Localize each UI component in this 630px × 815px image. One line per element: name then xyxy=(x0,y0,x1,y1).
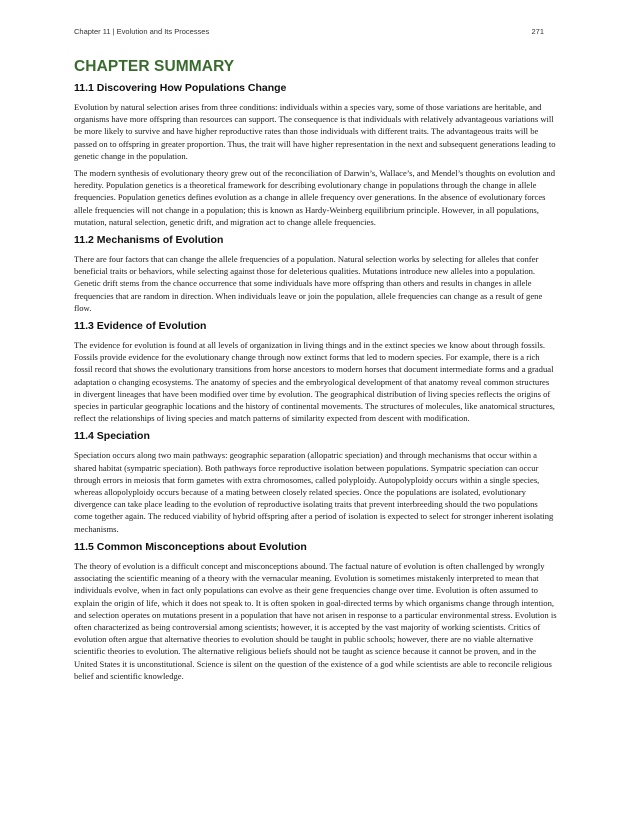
paragraph: There are four factors that can change the allele frequencies of a population. Natural selection works by selecting for alleles that confer beneficial traits or behaviors, while selecting against those for deleterious qualities. Mutations introduce new alleles into a population. Genetic drift stems from the chance occurrence that some individuals have more offspring than others and results in changes in allele frequencies that are random in direction. When individuals leave or join the population, allele frequencies can change as a result of gene flow. xyxy=(74,254,543,313)
chapter-summary-title: CHAPTER SUMMARY xyxy=(74,58,235,75)
section-11-5 xyxy=(74,541,558,682)
section-heading: 11.5 Common Misconceptions about Evolution xyxy=(74,540,307,553)
running-header xyxy=(74,27,544,36)
section-11-3 xyxy=(74,320,558,424)
section-11-1 xyxy=(74,82,558,228)
paragraph: Speciation occurs along two main pathways: geographic separation (allopatric speciation) and through mechanisms that occur within a shared habitat (sympatric speciation). Both pathways force reproductive isolation between populations. Sympatric speciation can occur through errors in meiosis that form gametes with extra chromosomes, called polyploidy. Autopolyploidy occurs within a single species, whereas allopolyploidy occurs because of a mating between closely related species. Once the populations are isolated, evolutionary divergence can take place leading to the evolution of reproductive isolating traits that prevent interbreeding should the two populations come together again. The reduced viability of hybrid offspring after a period of isolation is expected to select for stronger inherent isolating mechanisms. xyxy=(74,450,554,534)
section-heading: 11.4 Speciation xyxy=(74,430,150,443)
section-heading: 11.3 Evidence of Evolution xyxy=(74,320,207,333)
paragraph: Evolution by natural selection arises from three conditions: individuals within a species vary, some of those variations are heritable, and organisms have more offspring than resources can support. The consequence is that individuals with relatively advantageous variations will be more likely to survive and have higher reproductive rates than those individuals with different traits. The advantageous traits will be passed on to offspring in greater proportion. Thus, the trait will have higher representation in the next and subsequent generations leading to genetic change in the population. xyxy=(74,102,556,161)
section-11-2 xyxy=(74,234,558,314)
section-11-4 xyxy=(74,430,558,534)
paragraph: The theory of evolution is a difficult concept and misconceptions abound. The factual nature of evolution is often challenged by wrongly associating the scientific meaning of a theory with the vernacular meaning. Evolution is sometimes mistakenly interpreted to mean that individuals evolve, when in fact only populations can evolve as their gene frequencies change over time. Evolution is often assumed to explain the origin of life, which it does not speak to. It is often spoken in goal-directed terms by which organisms change through intention, and selection operates on mutations present in a population that have not arisen in response to a particular environmental stress. Evolution is often characterized as being controversial among scientists; however, it is accepted by the vast majority of working scientists. Critics of evolution often argue that alternative theories to evolution should be taught in public schools; however, there are no viable alternative scientific theories to evolution. The alternative religious beliefs should not be taught as science because it cannot be proven, and in the United States it is unconstitutional. Science is silent on the question of the existence of a god while scientists are able to reconcile religious belief and scientific knowledge. xyxy=(74,560,557,681)
section-heading: 11.2 Mechanisms of Evolution xyxy=(74,234,224,247)
page-content xyxy=(74,58,558,688)
page-number: 271 xyxy=(531,27,544,36)
section-heading: 11.1 Discovering How Populations Change xyxy=(74,82,287,94)
paragraph: The evidence for evolution is found at all levels of organization in living things and in the extinct species we know about through fossils. Fossils provide evidence for the evolutionary change through now extinct forms that led to modern species. For example, there is a rich fossil record that shows the evolutionary transitions from horse ancestors to modern horses that document intermediate forms and a gradual adaptation o changing ecosystems. The anatomy of species and the embryological development of that anatomy reveal common structures in divergent lineages that have been modified over time by evolution. The geographical distribution of living species reflects the origins of species in particular geographic locations and the history of continental movements. The structures of molecules, like anatomical structures, reflect the relationships of living species and match patterns of similarity expected from descent with modification. xyxy=(74,340,555,424)
paragraph: The modern synthesis of evolutionary theory grew out of the reconciliation of Darwin’s, Wallace’s, and Mendel’s thoughts on evolution and heredity. Population genetics is a theoretical framework for describing evolutionary change in populations through the change in allele frequencies. Population genetics defines evolution as a change in allele frequency over generations. In the absence of evolutionary forces allele frequencies will not change in a population; this is known as Hardy-Weinberg equilibrium principle. However, in all populations, mutation, natural selection, genetic drift, and migration act to change allele frequencies. xyxy=(74,168,556,227)
chapter-running-title: Chapter 11 | Evolution and Its Processes xyxy=(74,27,210,36)
